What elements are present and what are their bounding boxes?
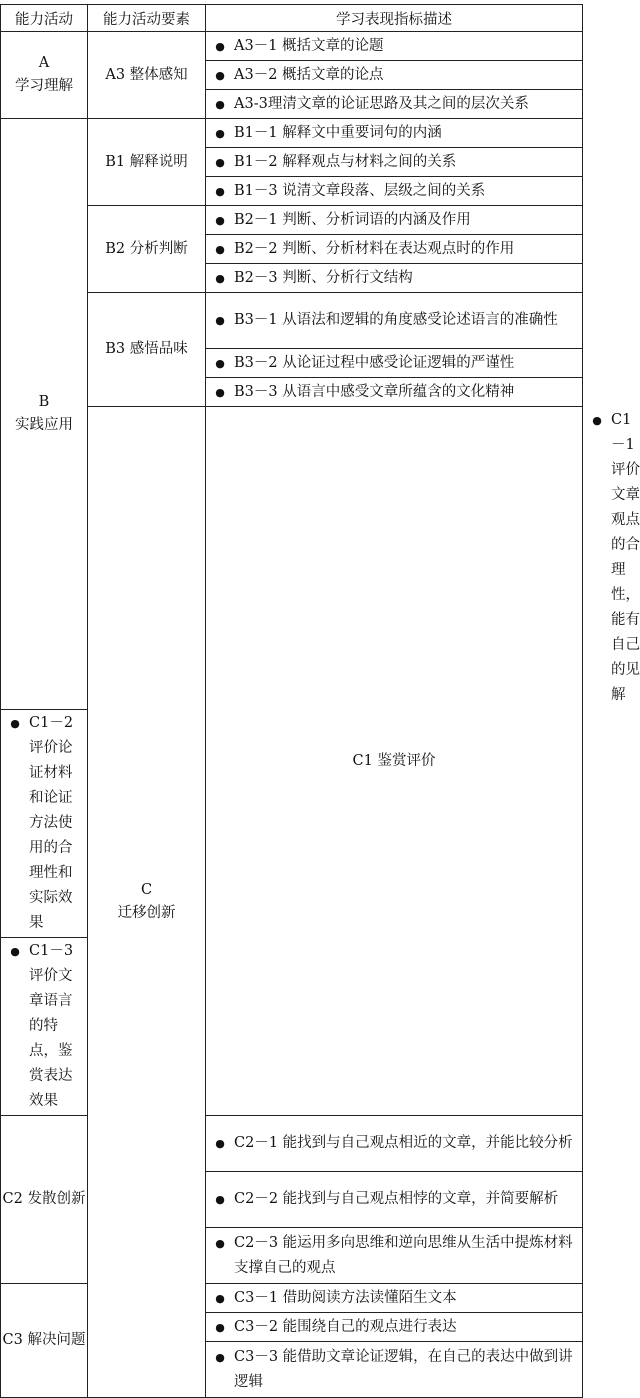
table-row [1, 119, 583, 148]
element-cell: B2 分析判断 [88, 206, 206, 293]
indicator-text: B2－1 判断、分析词语的内涵及作用 [234, 211, 471, 228]
activity-code: C [140, 882, 153, 898]
element-cell: A3 整体感知 [88, 32, 206, 119]
activity-name: 学习理解 [15, 78, 73, 94]
table-row [1, 293, 583, 349]
indicator-text: A3-3理清文章的论证思路及其之间的层次关系 [234, 95, 529, 112]
indicator-cell [206, 177, 583, 206]
bullet-icon: ● [215, 1350, 225, 1364]
indicator-cell [206, 1228, 583, 1284]
indicator-text: B3－3 从语言中感受文章所蕴含的文化精神 [234, 383, 515, 400]
indicator-cell [206, 1313, 583, 1342]
indicator-cell [206, 1284, 583, 1313]
indicator-text: C3－2 能围绕自己的观点进行表达 [234, 1318, 457, 1335]
indicator-cell [206, 235, 583, 264]
header-activity: 能力活动 [1, 5, 88, 32]
table-row [1, 407, 583, 710]
indicator-text: C2－3 能运用多向思维和逆向思维从生活中提炼材料支撑自己的观点 [234, 1234, 573, 1276]
indicator-text: C1－3 评价文章语言的特点，鉴赏表达效果 [29, 943, 74, 1109]
indicator-cell [206, 119, 583, 148]
header-element: 能力活动要素 [88, 5, 206, 32]
indicator-text: B3－1 从语法和逻辑的角度感受论述语言的准确性 [234, 312, 558, 328]
ability-table [0, 4, 640, 1398]
activity-cell-a [1, 32, 88, 119]
indicator-text: C3－3 能借助文章论证逻辑，在自己的表达中做到讲逻辑 [234, 1348, 573, 1390]
bullet-icon: ● [10, 945, 20, 958]
activity-name: 迁移创新 [117, 905, 176, 921]
indicator-cell [206, 1172, 583, 1228]
indicator-text: B2－3 判断、分析行文结构 [234, 269, 413, 286]
table-row [1, 32, 583, 61]
indicator-cell [1, 938, 88, 1116]
indicator-text: C1－1 评价文章观点的合理性，能有自己的见解 [611, 412, 640, 703]
indicator-cell [206, 378, 583, 407]
bullet-icon: ● [215, 314, 225, 327]
element-cell: C2 发散创新 [1, 1116, 88, 1284]
bullet-icon: ● [215, 68, 225, 82]
header-description: 学习表现指标描述 [206, 5, 583, 32]
activity-name: 实践应用 [15, 417, 73, 433]
bullet-icon: ● [215, 1137, 225, 1150]
bullet-icon: ● [215, 126, 225, 140]
table-row [1, 206, 583, 235]
bullet-icon: ● [215, 155, 225, 169]
bullet-icon: ● [215, 184, 225, 198]
indicator-cell [206, 1116, 583, 1172]
activity-cell-c [88, 407, 206, 1398]
indicator-text: C3－1 借助阅读方法读懂陌生文本 [234, 1289, 457, 1306]
indicator-text: B2－2 判断、分析材料在表达观点时的作用 [234, 240, 515, 257]
element-cell: B1 解释说明 [88, 119, 206, 206]
indicator-cell [206, 1342, 583, 1398]
bullet-icon: ● [215, 356, 225, 370]
indicator-cell [206, 90, 583, 119]
bullet-icon: ● [215, 385, 225, 399]
indicator-cell [206, 148, 583, 177]
indicator-text: C2－1 能找到与自己观点相近的文章，并能比较分析 [234, 1135, 573, 1151]
indicator-text: C1－2 评价论证材料和论证方法使用的合理性和实际效果 [29, 715, 74, 931]
indicator-text: B1－3 说清文章段落、层级之间的关系 [234, 182, 486, 199]
element-cell: C3 解决问题 [1, 1284, 88, 1398]
element-cell: C1 鉴赏评价 [206, 407, 583, 1116]
bullet-icon: ● [215, 242, 225, 256]
bullet-icon: ● [215, 213, 225, 227]
indicator-text: A3－2 概括文章的论点 [234, 66, 384, 83]
activity-cell-b [1, 119, 88, 710]
indicator-cell [206, 349, 583, 378]
bullet-icon: ● [10, 717, 20, 730]
bullet-icon: ● [215, 1193, 225, 1206]
bullet-icon: ● [592, 414, 602, 427]
indicator-text: B1－1 解释文中重要词句的内涵 [234, 124, 442, 141]
indicator-text: B1－2 解释观点与材料之间的关系 [234, 153, 457, 170]
bullet-icon: ● [215, 1236, 225, 1250]
activity-code: A [38, 55, 50, 71]
bullet-icon: ● [215, 1291, 225, 1305]
bullet-icon: ● [215, 271, 225, 285]
activity-code: B [38, 394, 50, 410]
bullet-icon: ● [215, 1320, 225, 1334]
indicator-cell [206, 61, 583, 90]
header-row [1, 5, 583, 32]
element-cell: B3 感悟品味 [88, 293, 206, 407]
indicator-cell [206, 293, 583, 349]
indicator-cell [206, 32, 583, 61]
indicator-cell [206, 264, 583, 293]
indicator-text: B3－2 从论证过程中感受论证逻辑的严谨性 [234, 354, 515, 371]
indicator-cell [206, 206, 583, 235]
indicator-cell [1, 710, 88, 938]
bullet-icon: ● [215, 39, 225, 53]
bullet-icon: ● [215, 97, 225, 111]
indicator-text: C2－2 能找到与自己观点相悖的文章，并简要解析 [234, 1191, 559, 1207]
indicator-text: A3－1 概括文章的论题 [234, 37, 384, 54]
